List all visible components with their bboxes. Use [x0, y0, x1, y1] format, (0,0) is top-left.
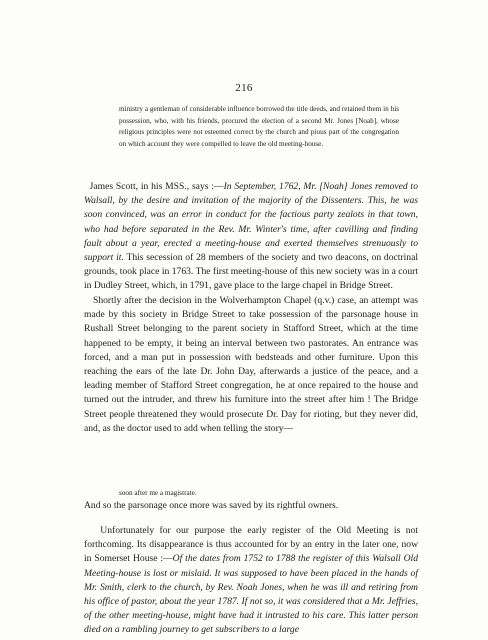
paragraph-lead: James Scott, in his MSS., says :—: [89, 181, 224, 192]
page-number: 216: [235, 82, 253, 94]
paragraph-parsonage-attempt: [84, 294, 418, 436]
paragraph-rest: This secession of 28 members of the society and two deacons, on doctrinal grounds, took place in 1763. The first meeting-house of this new society was in a court in Dudley Street, which, in 1791, gave place to the large chapel in Bridge Street.: [84, 252, 419, 292]
paragraph-scott-mss: [84, 180, 418, 294]
italic-quotation: In September, 1762, Mr. [Noah] Jones removed to Walsall, by the desire and invitation of the majority of the Dissenters. This, he was soon convinced, was an error in conduct for the factious party zealots in that town, who had before separated in the Rev. Mr. Winter's time, after cavilling and finding fault about a year, erected a meeting-house and exerted themselves strenuously to support it.: [84, 181, 418, 264]
paragraph-text: Shortly after the decision in the Wolverhampton Chapel (q.v.) case, an attempt was made by this society in Bridge Street to take possession of the parsonage house in Rushall Street belonging to the parent society in Stafford Street, which at the time happened to be empty, it being an interval between two pastorates. An entrance was forced, and a man put in possession with bedsteads and other furniture. Upon this reaching the ears of the late Dr. John Day, afterwards a justice of the peace, and a leading member of Stafford Street congregation, he at once repaired to the house and turned out the intruder, and threw his furniture into the street after him ! The Bridge Street people threatened they would prosecute Dr. Day for rioting, but they never did, and, as the doctor used to add when telling the story—: [84, 295, 418, 434]
paragraph-lead: Unfortunately for our purpose the early register of the Old Meeting is not forthcoming. Its disappearance is thus accounted for by an entry in the later one, now in Somerset House :—: [84, 525, 418, 565]
quoted-extract: ministry a gentleman of considerable influence borrowed the title deeds, and retained them in his possession, who, with his friends, procured the election of a second Mr. Jones [Noah], whose religious principles were not esteemed correct by the church and pious part of the congregation on which account they were compelled to leave the old meeting-house.: [119, 105, 399, 148]
small-quotation: soon after me a magistrate.: [119, 489, 197, 497]
italic-register-entry: Of the dates from 1752 to 1788 the register of this Walsall Old Meeting-house is lost or mislaid. It was supposed to have been placed in the hands of Mr. Smith, clerk to the church, by Rev. Noah Jones, when he was ill and retiring from his office of pastor, about the year 1787. If not so, it was considered that a Mr. Jeffries, of the other meeting-house, might have had it intrusted to his care. This latter person died on a rambling journey to get subscribers to a large: [84, 553, 419, 636]
paragraph-saved: And so the parsonage once more was saved by its rightful owners.: [84, 500, 339, 511]
paragraph-register: [84, 524, 418, 638]
